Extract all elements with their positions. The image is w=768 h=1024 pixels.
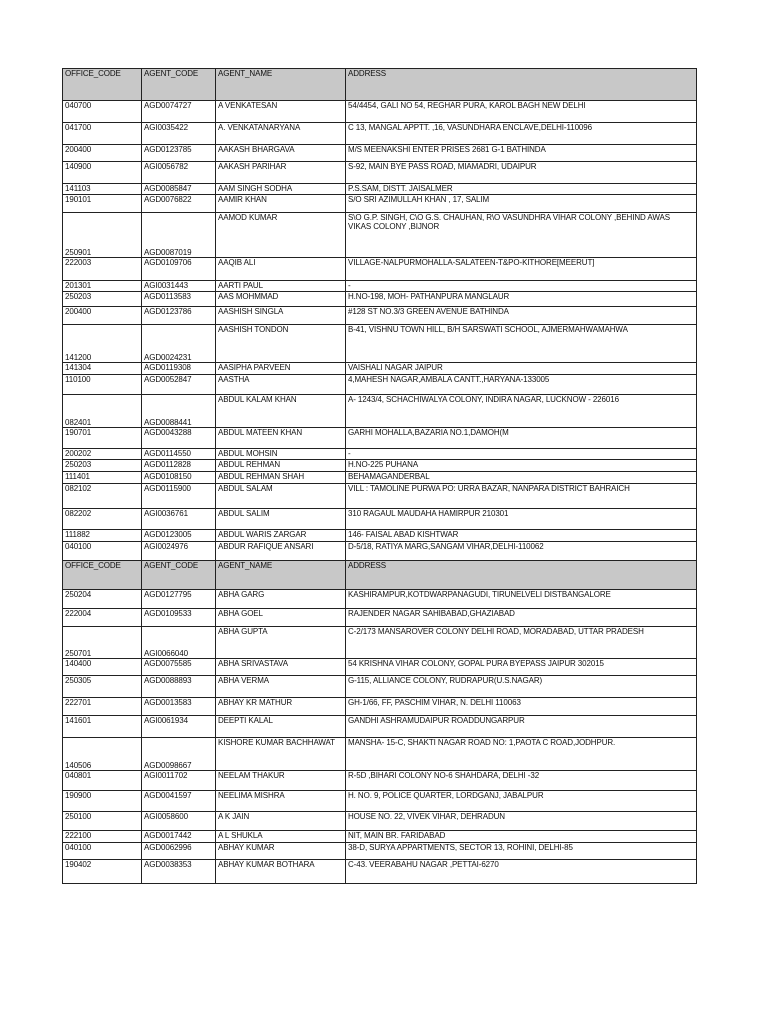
table-row (63, 363, 697, 375)
table-row (63, 213, 697, 258)
address-cell: BEHAMAGANDERBAL (346, 472, 697, 484)
table-row (63, 325, 697, 363)
agent-name-cell: A VENKATESAN (216, 101, 346, 123)
office-code-cell: 041700 (63, 123, 142, 145)
agent-code-cell: AGD0074727 (142, 101, 216, 123)
agent-code-cell: AGD0123785 (142, 145, 216, 162)
office-code-cell: 190900 (63, 791, 142, 812)
office-code-cell: 200400 (63, 307, 142, 325)
address-cell: #128 ST NO.3/3 GREEN AVENUE BATHINDA (346, 307, 697, 325)
address-cell: H. NO. 9, POLICE QUARTER, LORDGANJ, JABALPUR (346, 791, 697, 812)
office-code-cell: 040100 (63, 843, 142, 860)
office-code-cell: 250203 (63, 460, 142, 472)
office-code-cell: 111401 (63, 472, 142, 484)
office-code-cell: 111882 (63, 530, 142, 542)
table-row (63, 375, 697, 395)
table-row (63, 771, 697, 791)
table-row (63, 791, 697, 812)
office-code-cell: 250100 (63, 812, 142, 831)
table-row (63, 843, 697, 860)
address-cell: D-5/18, RATIYA MARG,SANGAM VIHAR,DELHI-110062 (346, 542, 697, 561)
agent-table-body (63, 69, 697, 884)
agent-name-cell: AARTI PAUL (216, 281, 346, 292)
agent-name-cell: AASTHA (216, 375, 346, 395)
address-cell: C-43. VEERABAHU NAGAR ,PETTAI-6270 (346, 860, 697, 884)
table-row (63, 542, 697, 561)
address-cell: P.S.SAM, DISTT. JAISALMER (346, 184, 697, 195)
agent-code-cell: AGD0075585 (142, 659, 216, 676)
agent-name-cell: A K JAIN (216, 812, 346, 831)
agent-code-cell: AGI0058600 (142, 812, 216, 831)
table-row (63, 659, 697, 676)
office-code-cell: 141103 (63, 184, 142, 195)
address-cell: S-92, MAIN BYE PASS ROAD, MIAMADRI, UDAIPUR (346, 162, 697, 184)
office-code-cell: 222004 (63, 609, 142, 627)
agent-name-cell: DEEPTI KALAL (216, 716, 346, 738)
address-cell: S/O SRI AZIMULLAH KHAN , 17, SALIM (346, 195, 697, 213)
table-row (63, 590, 697, 609)
address-cell: MANSHA- 15-C, SHAKTI NAGAR ROAD NO: 1,PAOTA C ROAD,JODHPUR. (346, 738, 697, 771)
address-cell: GH-1/66, FF, PASCHIM VIHAR, N. DELHI 110063 (346, 698, 697, 716)
column-header: ADDRESS (346, 69, 697, 101)
agent-code-cell: AGD0127795 (142, 590, 216, 609)
column-header: AGENT_NAME (216, 561, 346, 590)
agent-code-cell: AGI0066040 (142, 627, 216, 659)
table-row (63, 195, 697, 213)
agent-name-cell: AAMIR KHAN (216, 195, 346, 213)
agent-name-cell: ABDUL REHMAN (216, 460, 346, 472)
agent-name-cell: AASHISH SINGLA (216, 307, 346, 325)
address-cell: HOUSE NO. 22, VIVEK VIHAR, DEHRADUN (346, 812, 697, 831)
address-cell: G-115, ALLIANCE COLONY, RUDRAPUR(U.S.NAGAR) (346, 676, 697, 698)
agent-code-cell: AGD0052847 (142, 375, 216, 395)
address-cell: C-2/173 MANSAROVER COLONY DELHI ROAD, MORADABAD, UTTAR PRADESH (346, 627, 697, 659)
column-header: OFFICE_CODE (63, 561, 142, 590)
table-row (63, 738, 697, 771)
agent-name-cell: ABHA GOEL (216, 609, 346, 627)
agent-name-cell: AAS MOHMMAD (216, 292, 346, 307)
agent-code-cell: AGD0043288 (142, 428, 216, 449)
address-cell: H.NO-225 PUHANA (346, 460, 697, 472)
column-header: AGENT_NAME (216, 69, 346, 101)
office-code-cell: 250204 (63, 590, 142, 609)
address-cell: 4,MAHESH NAGAR,AMBALA CANTT.,HARYANA-133005 (346, 375, 697, 395)
office-code-cell: 040100 (63, 542, 142, 561)
office-code-cell: 222701 (63, 698, 142, 716)
agent-code-cell: AGD0088893 (142, 676, 216, 698)
column-header: OFFICE_CODE (63, 69, 142, 101)
agent-code-cell: AGI0056782 (142, 162, 216, 184)
table-row (63, 184, 697, 195)
agent-code-cell: AGD0062996 (142, 843, 216, 860)
agent-name-cell: AAM SINGH SODHA (216, 184, 346, 195)
header-row (63, 561, 697, 590)
table-row (63, 698, 697, 716)
office-code-cell: 190101 (63, 195, 142, 213)
agent-name-cell: AASHISH TONDON (216, 325, 346, 363)
table-row (63, 281, 697, 292)
agent-name-cell: ABDUL MATEEN KHAN (216, 428, 346, 449)
agent-name-cell: ABHA SRIVASTAVA (216, 659, 346, 676)
agent-code-cell: AGD0024231 (142, 325, 216, 363)
table-row (63, 812, 697, 831)
address-cell: VAISHALI NAGAR JAIPUR (346, 363, 697, 375)
office-code-cell: 141304 (63, 363, 142, 375)
office-code-cell: 250701 (63, 627, 142, 659)
agent-code-cell: AGD0088441 (142, 395, 216, 428)
table-row (63, 509, 697, 530)
agent-name-cell: KISHORE KUMAR BACHHAWAT (216, 738, 346, 771)
agent-code-cell: AGD0017442 (142, 831, 216, 843)
agent-name-cell: A. VENKATANARYANA (216, 123, 346, 145)
agent-name-cell: ABDUL MOHSIN (216, 449, 346, 460)
agent-name-cell: NEELIMA MISHRA (216, 791, 346, 812)
agent-name-cell: ABHAY KUMAR (216, 843, 346, 860)
address-cell: S\O G.P. SINGH, C\O G.S. CHAUHAN, R\O VASUNDHRA VIHAR COLONY ,BEHIND AWAS VIKAS COLONY ,BIJNOR (346, 213, 697, 258)
agent-name-cell: ABDUL REHMAN SHAH (216, 472, 346, 484)
table-row (63, 484, 697, 509)
agent-code-cell: AGD0013583 (142, 698, 216, 716)
office-code-cell: 140400 (63, 659, 142, 676)
table-row (63, 123, 697, 145)
address-cell: KASHIRAMPUR,KOTDWARPANAGUDI, TIRUNELVELI DISTBANGALORE (346, 590, 697, 609)
table-row (63, 145, 697, 162)
table-row (63, 162, 697, 184)
address-cell: VILL : TAMOLINE PURWA PO: URRA BAZAR, NANPARA DISTRICT BAHRAICH (346, 484, 697, 509)
header-row (63, 69, 697, 101)
agent-name-cell: AAQIB ALI (216, 258, 346, 281)
office-code-cell: 190402 (63, 860, 142, 884)
address-cell: 310 RAGAUL MAUDAHA HAMIRPUR 210301 (346, 509, 697, 530)
agent-code-cell: AGD0112828 (142, 460, 216, 472)
office-code-cell: 200400 (63, 145, 142, 162)
agent-name-cell: AAMOD KUMAR (216, 213, 346, 258)
agent-code-cell: AGD0098667 (142, 738, 216, 771)
office-code-cell: 110100 (63, 375, 142, 395)
agent-name-cell: A L SHUKLA (216, 831, 346, 843)
agent-name-cell: NEELAM THAKUR (216, 771, 346, 791)
agent-code-cell: AGD0114550 (142, 449, 216, 460)
address-cell: NIT, MAIN BR. FARIDABAD (346, 831, 697, 843)
address-cell: 54/4454, GALI NO 54, REGHAR PURA, KAROL BAGH NEW DELHI (346, 101, 697, 123)
table-row (63, 307, 697, 325)
agent-code-cell: AGD0041597 (142, 791, 216, 812)
agent-code-cell: AGD0087019 (142, 213, 216, 258)
agent-table (62, 68, 697, 884)
agent-name-cell: AASIPHA PARVEEN (216, 363, 346, 375)
address-cell: RAJENDER NAGAR SAHIBABAD,GHAZIABAD (346, 609, 697, 627)
address-cell: 54 KRISHNA VIHAR COLONY, GOPAL PURA BYEPASS JAIPUR 302015 (346, 659, 697, 676)
agent-code-cell: AGI0031443 (142, 281, 216, 292)
office-code-cell: 222100 (63, 831, 142, 843)
office-code-cell: 201301 (63, 281, 142, 292)
agent-name-cell: AAKASH BHARGAVA (216, 145, 346, 162)
table-row (63, 258, 697, 281)
office-code-cell: 040700 (63, 101, 142, 123)
column-header: AGENT_CODE (142, 561, 216, 590)
agent-code-cell: AGI0024976 (142, 542, 216, 561)
table-row (63, 428, 697, 449)
table-row (63, 831, 697, 843)
agent-name-cell: ABHAY KUMAR BOTHARA (216, 860, 346, 884)
agent-name-cell: ABDUL KALAM KHAN (216, 395, 346, 428)
office-code-cell: 250203 (63, 292, 142, 307)
address-cell: VILLAGE-NALPURMOHALLA-SALATEEN-T&PO-KITHORE[MEERUT] (346, 258, 697, 281)
agent-code-cell: AGD0109533 (142, 609, 216, 627)
address-cell: GANDHI ASHRAMUDAIPUR ROADDUNGARPUR (346, 716, 697, 738)
office-code-cell: 140900 (63, 162, 142, 184)
table-row (63, 609, 697, 627)
agent-code-cell: AGI0061934 (142, 716, 216, 738)
address-cell: 146- FAISAL ABAD KISHTWAR (346, 530, 697, 542)
agent-code-cell: AGD0123786 (142, 307, 216, 325)
table-row (63, 460, 697, 472)
agent-name-cell: ABHA GUPTA (216, 627, 346, 659)
table-row (63, 292, 697, 307)
address-cell: B-41, VISHNU TOWN HILL, B/H SARSWATI SCHOOL, AJMERMAHWAMAHWA (346, 325, 697, 363)
table-row (63, 395, 697, 428)
office-code-cell: 250901 (63, 213, 142, 258)
agent-name-cell: ABDUL WARIS ZARGAR (216, 530, 346, 542)
agent-code-cell: AGI0011702 (142, 771, 216, 791)
table-row (63, 472, 697, 484)
office-code-cell: 250305 (63, 676, 142, 698)
agent-name-cell: ABDUL SALAM (216, 484, 346, 509)
table-row (63, 449, 697, 460)
office-code-cell: 200202 (63, 449, 142, 460)
table-row (63, 101, 697, 123)
office-code-cell: 222003 (63, 258, 142, 281)
agent-code-cell: AGD0113583 (142, 292, 216, 307)
table-row (63, 676, 697, 698)
office-code-cell: 140506 (63, 738, 142, 771)
agent-code-cell: AGD0119308 (142, 363, 216, 375)
address-cell: R-5D ,BIHARI COLONY NO-6 SHAHDARA, DELHI -32 (346, 771, 697, 791)
office-code-cell: 141200 (63, 325, 142, 363)
address-cell: - (346, 449, 697, 460)
office-code-cell: 040801 (63, 771, 142, 791)
agent-code-cell: AGD0109706 (142, 258, 216, 281)
agent-name-cell: ABHA VERMA (216, 676, 346, 698)
agent-code-cell: AGI0035422 (142, 123, 216, 145)
agent-code-cell: AGD0085847 (142, 184, 216, 195)
office-code-cell: 082202 (63, 509, 142, 530)
address-cell: M/S MEENAKSHI ENTER PRISES 2681 G-1 BATHINDA (346, 145, 697, 162)
agent-code-cell: AGD0108150 (142, 472, 216, 484)
address-cell: A- 1243/4, SCHACHIWALYA COLONY, INDIRA NAGAR, LUCKNOW - 226016 (346, 395, 697, 428)
agent-code-cell: AGI0036761 (142, 509, 216, 530)
agent-code-cell: AGD0123005 (142, 530, 216, 542)
address-cell: C 13, MANGAL APPTT. ,16, VASUNDHARA ENCLAVE,DELHI-110096 (346, 123, 697, 145)
agent-code-cell: AGD0038353 (142, 860, 216, 884)
table-row (63, 716, 697, 738)
agent-name-cell: ABDUR RAFIQUE ANSARI (216, 542, 346, 561)
agent-name-cell: ABHAY KR MATHUR (216, 698, 346, 716)
address-cell: 38-D, SURYA APPARTMENTS, SECTOR 13, ROHINI, DELHI-85 (346, 843, 697, 860)
column-header: AGENT_CODE (142, 69, 216, 101)
address-cell: - (346, 281, 697, 292)
agent-code-cell: AGD0076822 (142, 195, 216, 213)
office-code-cell: 082102 (63, 484, 142, 509)
agent-name-cell: ABDUL SALIM (216, 509, 346, 530)
column-header: ADDRESS (346, 561, 697, 590)
agent-name-cell: AAKASH PARIHAR (216, 162, 346, 184)
office-code-cell: 141601 (63, 716, 142, 738)
address-cell: H.NO-198, MOH- PATHANPURA MANGLAUR (346, 292, 697, 307)
table-row (63, 530, 697, 542)
office-code-cell: 190701 (63, 428, 142, 449)
agent-code-cell: AGD0115900 (142, 484, 216, 509)
table-row (63, 627, 697, 659)
address-cell: GARHI MOHALLA,BAZARIA NO.1,DAMOH(M (346, 428, 697, 449)
office-code-cell: 082401 (63, 395, 142, 428)
agent-name-cell: ABHA GARG (216, 590, 346, 609)
table-row (63, 860, 697, 884)
